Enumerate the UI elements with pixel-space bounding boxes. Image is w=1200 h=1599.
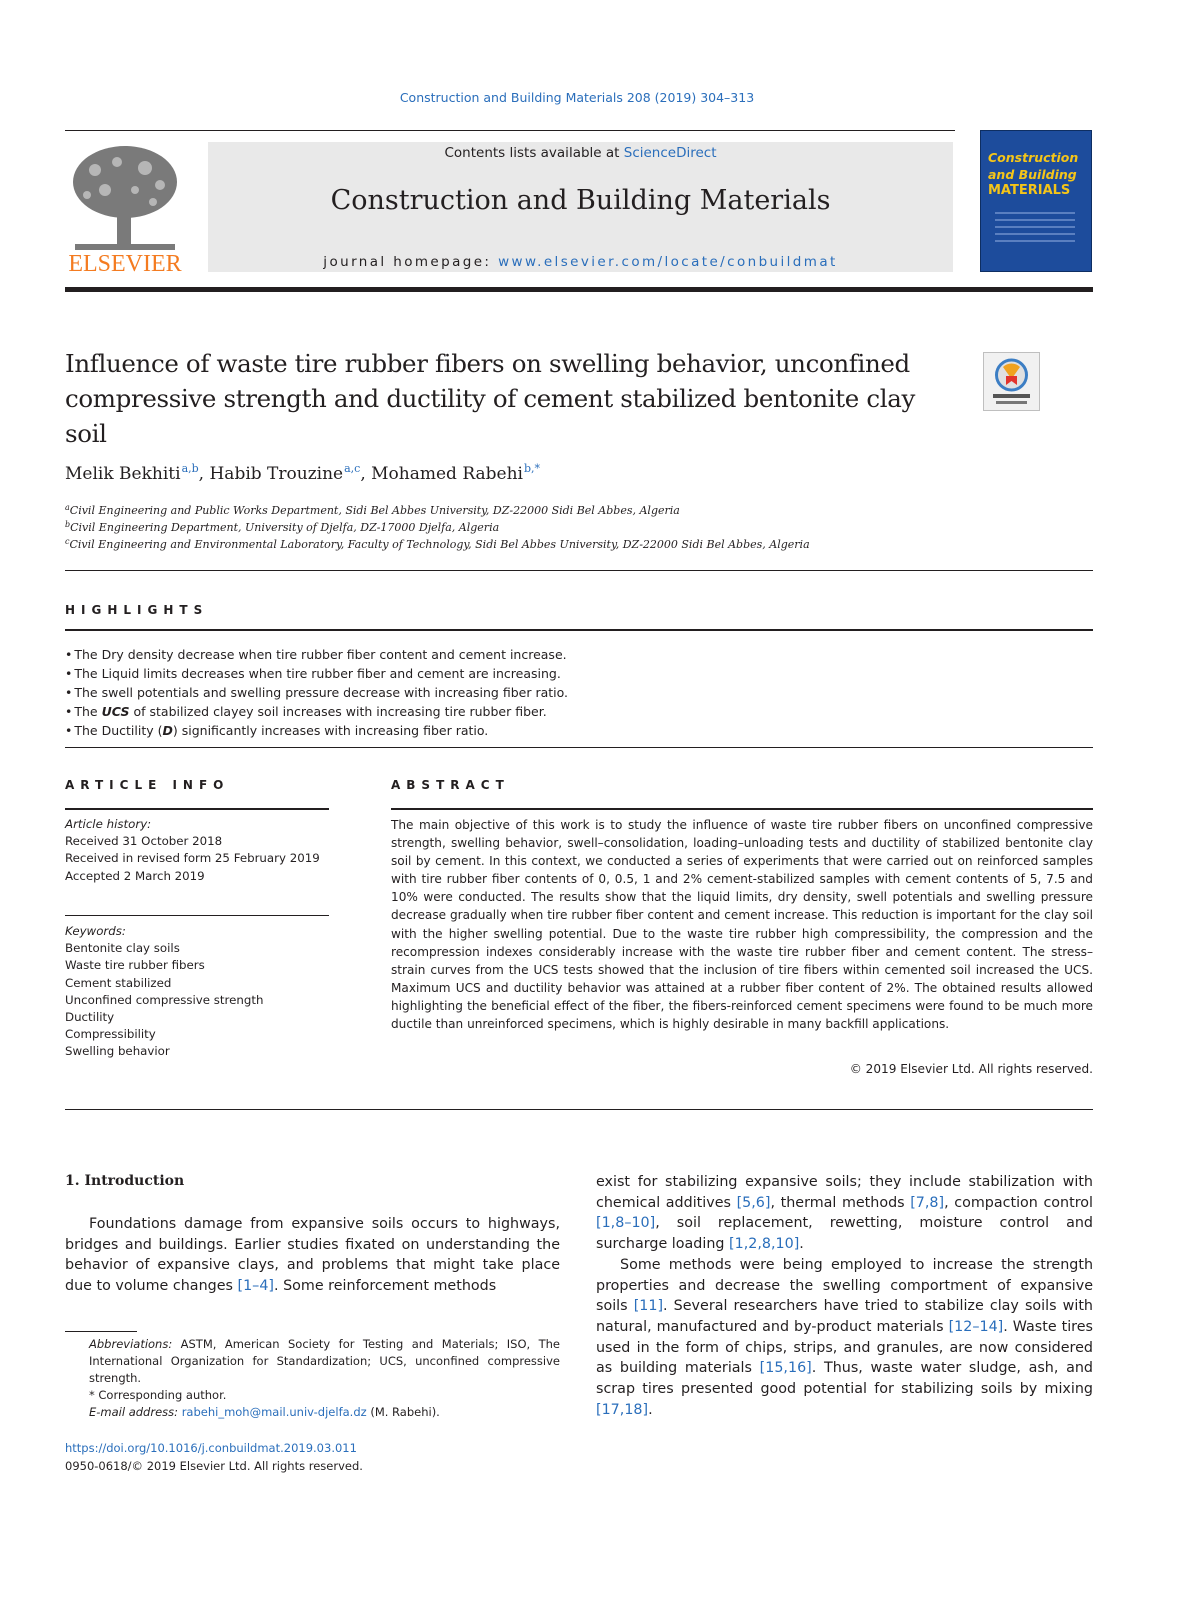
highlight-item: • The swell potentials and swelling pressure decrease with increasing fiber ratio.: [65, 683, 568, 702]
section-rule: [65, 915, 329, 916]
check-for-updates-icon[interactable]: [983, 352, 1040, 411]
journal-name: Construction and Building Materials: [330, 185, 831, 216]
footnote-rule: [65, 1331, 137, 1332]
abstract-text: The main objective of this work is to study the influence of waste tire rubber fibers on unconfined compressive strength, swelling behavior, swell–consolidation, loading–unloading tests and ductility of stabilized bentonite clay soil by cement. In this context, we conducted a series of experiments that were carried out on reinforced samples with tire rubber fiber contents of 0, 0.5, 1 and 2% cement-stabilized samples with cement contents of 5, 7.5 and 10% were conducted. The results show that the liquid limits, dry density, swell potentials and swelling pressure decrease gradually when tire rubber fiber content and cement increase. This reduction is important for the clay soil with the higher swelling potential. Due to the waste tire rubber high compressibility, the compression and the recompression indexes considerably increase with the waste tire rubber fiber and cement content. The stress–strain curves from the UCS tests showed that the inclusion of tire fibers within cemented soil increased the UCS. Maximum UCS and ductility behavior was attained at a rubber fiber content of 2%. The obtained results allowed highlighting the beneficial effect of the fiber, the fibers-reinforced cement specimens were found to be much more ductile than unreinforced specimens, which is highly desirable in many backfill applications.: [391, 818, 1093, 1032]
abstract-heading: ABSTRACT: [391, 778, 510, 792]
reference-link[interactable]: [17,18]: [596, 1401, 649, 1418]
article-history: Article history: Received 31 October 2018 Received in revised form 25 February 2019 Accepted 2 March 2019: [65, 816, 320, 885]
journal-citation-link[interactable]: Construction and Building Materials 208 (2019) 304–313: [399, 90, 755, 105]
accepted-date: Accepted 2 March 2019: [65, 868, 205, 883]
corresponding-author-footnote: * Corresponding author.: [89, 1387, 227, 1402]
reference-link[interactable]: [5,6]: [736, 1194, 771, 1211]
author-name: Mohamed Rabehi: [371, 464, 523, 484]
section-rule: [391, 808, 1093, 810]
section-rule: [65, 1109, 1093, 1110]
section-rule: [65, 570, 1093, 571]
elsevier-logo: [65, 140, 185, 275]
doi-link[interactable]: https://doi.org/10.1016/j.conbuildmat.2019.03.011: [65, 1441, 357, 1455]
section-rule: [65, 747, 1093, 748]
affiliation: $^a$Civil Engineering and Public Works Department, Sidi Bel Abbes University, DZ-22000 Sidi Bel Abbes, Algeria: [65, 503, 680, 517]
highlight-item: • The Liquid limits decreases when tire rubber fiber and cement are increasing.: [65, 664, 568, 683]
journal-cover-decoration: [995, 212, 1075, 247]
abstract-copyright: © 2019 Elsevier Ltd. All rights reserved.: [849, 1062, 1093, 1076]
reference-link[interactable]: [7,8]: [910, 1194, 945, 1211]
footnotes: [65, 1336, 560, 1421]
keywords-list: Keywords: Bentonite clay soils Waste tire rubber fibers Cement stabilized Unconfined compressive strength Ductility Compressibility Swelling behavior: [65, 923, 263, 1061]
keyword: Cement stabilized: [65, 975, 172, 990]
author-name: Melik Bekhiti: [65, 464, 181, 484]
keyword: Bentonite clay soils: [65, 941, 180, 956]
keyword: Unconfined compressive strength: [65, 992, 264, 1007]
keyword: Swelling behavior: [65, 1044, 170, 1059]
affiliation: $^c$Civil Engineering and Environmental Laboratory, Faculty of Technology, Sidi Bel Abbes University, DZ-22000 Sidi Bel Abbes, Algeria: [65, 537, 810, 551]
highlights-list: [65, 645, 568, 740]
author-affiliation-mark[interactable]: b,*: [524, 462, 541, 475]
abbreviations-footnote: Abbreviations: ASTM, American Society for Testing and Materials; ISO, The International Organization for Standardization; UCS, unconfined compressive strength.: [89, 1337, 560, 1385]
author-affiliation-mark[interactable]: a,c: [344, 462, 361, 475]
section-rule: [65, 629, 1093, 631]
reference-link[interactable]: [1–4]: [237, 1278, 274, 1295]
keyword: Ductility: [65, 1010, 115, 1025]
received-date: Received 31 October 2018: [65, 834, 223, 849]
journal-homepage: journal homepage: www.elsevier.com/locate/conbuildmat: [323, 254, 838, 270]
highlight-item: • The Ductility (D) significantly increases with increasing fiber ratio.: [65, 721, 568, 740]
header-rule: [65, 130, 955, 131]
introduction-paragraph: Foundations damage from expansive soils occurs to highways, bridges and buildings. Earlier studies fixated on understanding the behavior of expansive clays, and problems that might take place due to volume changes [1–4]. Some reinforcement methods: [65, 1216, 560, 1295]
email-link[interactable]: rabehi_moh@mail.univ-djelfa.dz: [181, 1404, 367, 1419]
article-info-heading: ARTICLE INFO: [65, 778, 230, 792]
article-title: Influence of waste tire rubber fibers on swelling behavior, unconfined compressive strength and ductility of cement stabilized bentonite clay soil: [65, 349, 915, 448]
introduction-paragraph: Some methods were being employed to increase the strength properties and decrease the swelling comportment of expansive soils [11]. Several researchers have tried to stabilize clay soils with natural, manufactured and by-product materials [12–14]. Waste tires used in the form of chips, strips, and granules, are now considered as building materials [15,16]. Thus, waste water sludge, ash, and scrap tires presented good potential for stabilizing soils by mixing [17,18].: [596, 1256, 1093, 1418]
publisher-wordmark: ELSEVIER: [68, 251, 182, 275]
introduction-heading: 1. Introduction: [65, 1173, 185, 1189]
introduction-paragraph: exist for stabilizing expansive soils; they include stabilization with chemical additives [5,6], thermal methods [7,8], compaction control [1,8–10], soil replacement, rewetting, moisture control and surcharge loading [1,2,8,10].: [596, 1174, 1094, 1253]
reference-link[interactable]: [1,8–10]: [596, 1215, 656, 1232]
section-rule: [65, 808, 329, 810]
introduction-column-2: [596, 1172, 1093, 1420]
reference-link[interactable]: [15,16]: [759, 1360, 812, 1377]
highlights-heading: HIGHLIGHTS: [65, 603, 209, 617]
masthead-rule: [65, 287, 1093, 292]
keyword: Compressibility: [65, 1027, 156, 1042]
contents-availability: Contents lists available at ScienceDirect: [444, 145, 717, 161]
author-affiliation-mark[interactable]: a,b: [181, 462, 199, 475]
author-name: Habib Trouzine: [209, 464, 344, 484]
homepage-link[interactable]: www.elsevier.com/locate/conbuildmat: [498, 254, 838, 270]
email-footnote: E-mail address: rabehi_moh@mail.univ-djelfa.dz (M. Rabehi).: [89, 1404, 440, 1419]
highlight-item: • The UCS of stabilized clayey soil increases with increasing tire rubber fiber.: [65, 702, 568, 721]
reference-link[interactable]: [11]: [633, 1298, 664, 1315]
keyword: Waste tire rubber fibers: [65, 958, 205, 973]
reference-link[interactable]: [1,2,8,10]: [729, 1236, 800, 1253]
sciencedirect-link[interactable]: ScienceDirect: [623, 145, 717, 161]
issn-copyright: 0950-0618/© 2019 Elsevier Ltd. All rights reserved.: [65, 1459, 363, 1473]
journal-cover-title: Construction and Building MATERIALS: [988, 150, 1079, 198]
revised-date: Received in revised form 25 February 2019: [65, 851, 320, 866]
author-list: Melik Bekhiti$^{a,b}$, Habib Trouzine$^{a,c}$, Mohamed Rabehi$^{b,*}$: [65, 462, 541, 484]
reference-link[interactable]: [12–14]: [948, 1318, 1004, 1335]
highlight-item: • The Dry density decrease when tire rubber fiber content and cement increase.: [65, 645, 568, 664]
affiliation: $^b$Civil Engineering Department, University of Djelfa, DZ-17000 Djelfa, Algeria: [65, 520, 500, 534]
